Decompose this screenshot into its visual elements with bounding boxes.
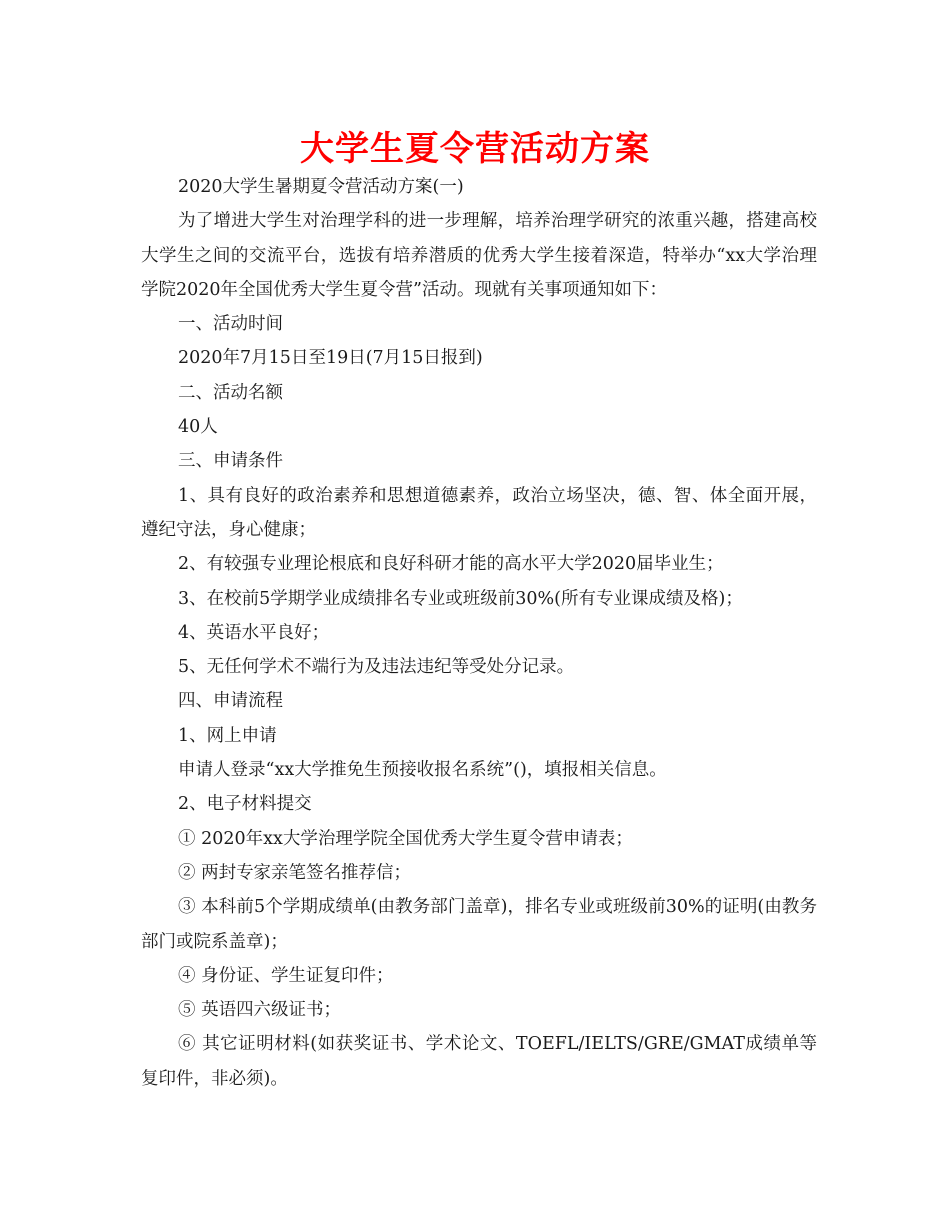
process-step-text: 申请人登录“xx大学推免生预接收报名系统”()，填报相关信息。 [178,760,667,781]
material-item: ③ 本科前5个学期成绩单(由教务部门盖章)，排名专业或班级前30%的证明(由教务部门或院系盖章)； [141,897,817,952]
quota-value: 40人 [178,417,218,438]
intro-paragraph: 为了增进大学生对治理学科的进一步理解，培养治理学研究的浓重兴趣，搭建高校大学生之间的交流平台，选拔有培养潜质的优秀大学生接着深造，特举办“xx大学治理学院2020年全国优秀大学生夏令营”活动。现就有关事项通知如下： [141,211,817,300]
section-heading-time: 一、活动时间 [178,314,283,335]
section-heading-quota: 二、活动名额 [178,382,283,403]
material-item: ④ 身份证、学生证复印件； [178,965,394,986]
material-item: ⑥ 其它证明材料(如获奖证书、学术论文、TOEFL/IELTS/GRE/GMAT成绩单等复印件，非必须)。 [141,1034,817,1089]
section-heading-process: 四、申请流程 [178,691,283,712]
material-item: ⑤ 英语四六级证书； [178,1000,342,1021]
document-title: 大学生夏令营活动方案 [300,129,650,169]
condition-item: 4、英语水平良好； [178,622,330,643]
material-item: ① 2020年xx大学治理学院全国优秀大学生夏令营申请表； [178,828,633,849]
condition-item: 2、有较强专业理论根底和良好科研才能的高水平大学2020届毕业生； [178,554,724,575]
activity-date: 2020年7月15日至19日(7月15日报到) [178,348,483,369]
process-step-heading: 2、电子材料提交 [178,794,312,815]
condition-item: 5、无任何学术不端行为及违法违纪等受处分记录。 [178,657,575,678]
material-item: ② 两封专家亲笔签名推荐信； [178,862,412,883]
document-body [141,170,817,1096]
condition-item: 3、在校前5学期学业成绩排名专业或班级前30%(所有专业课成绩及格)； [178,588,743,609]
process-step-heading: 1、网上申请 [178,725,277,746]
condition-item: 1、具有良好的政治素养和思想道德素养，政治立场坚决，德、智、体全面开展，遵纪守法，身心健康； [141,485,817,540]
plan-subtitle: 2020大学生暑期夏令营活动方案(一) [178,177,464,197]
section-heading-conditions: 三、申请条件 [178,451,283,472]
